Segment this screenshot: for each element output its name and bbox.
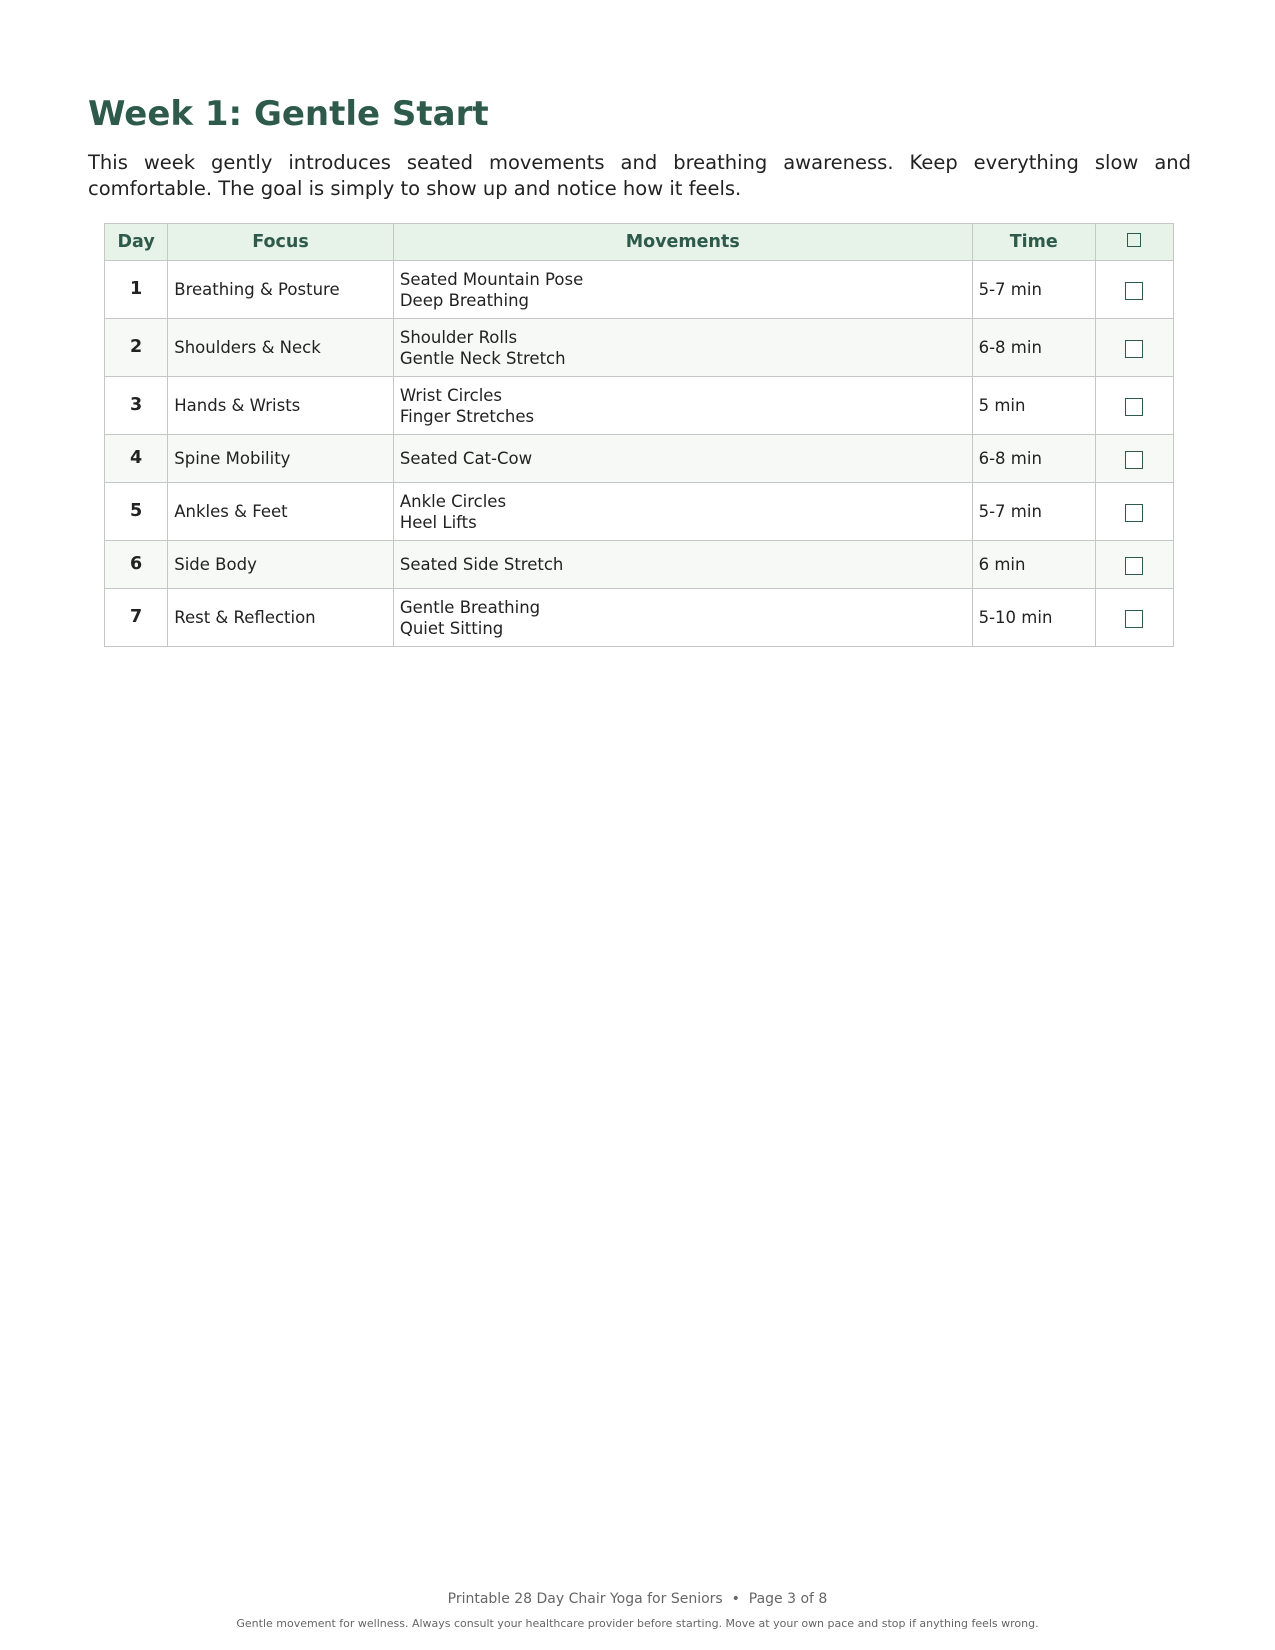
- page-footer: [0, 1591, 1275, 1607]
- movement-item: Heel Lifts: [399, 512, 477, 532]
- day-number: 4: [105, 435, 168, 483]
- focus-cell: Hands & Wrists: [168, 377, 394, 435]
- table-row: [105, 483, 1174, 541]
- time-cell: 6-8 min: [972, 435, 1095, 483]
- time-cell: 5 min: [972, 377, 1095, 435]
- table-header-row: [105, 224, 1174, 261]
- footer-disclaimer: Gentle movement for wellness. Always consult your healthcare provider before starting. Move at your own pace and stop if anything feels wrong.: [236, 1617, 1039, 1630]
- table-row: [105, 435, 1174, 483]
- footer-doc-title: Printable 28 Day Chair Yoga for Seniors: [447, 1591, 723, 1607]
- movement-item: Quiet Sitting: [399, 618, 504, 638]
- column-header-time: Time: [972, 224, 1095, 261]
- day-number: 7: [105, 589, 168, 647]
- movements-cell: [393, 483, 972, 541]
- check-cell: [1095, 377, 1173, 435]
- day-number: 3: [105, 377, 168, 435]
- day-number: 6: [105, 541, 168, 589]
- table-row: [105, 261, 1174, 319]
- check-cell: [1095, 589, 1173, 647]
- column-header-day: Day: [105, 224, 168, 261]
- movements-cell: [393, 541, 972, 589]
- movements-cell: [393, 589, 972, 647]
- day-number: 5: [105, 483, 168, 541]
- time-cell: 5-7 min: [972, 261, 1095, 319]
- movement-item: Seated Side Stretch: [399, 555, 564, 574]
- week-plan-table: [104, 223, 1174, 647]
- focus-cell: Spine Mobility: [168, 435, 394, 483]
- column-header-check: [1095, 224, 1173, 261]
- table-row: [105, 541, 1174, 589]
- page-title: Week 1: Gentle Start: [88, 94, 489, 134]
- day-number: 2: [105, 319, 168, 377]
- day-checkbox[interactable]: [1125, 504, 1143, 522]
- movement-item: Ankle Circles: [399, 491, 507, 511]
- movement-item: Wrist Circles: [399, 385, 503, 405]
- intro-paragraph: This week gently introduces seated movements and breathing awareness. Keep everything slow and comfortable. The goal is simply to show up and notice how it feels.: [88, 151, 1191, 200]
- movements-cell: [393, 319, 972, 377]
- time-cell: 6-8 min: [972, 319, 1095, 377]
- movements-cell: [393, 377, 972, 435]
- time-cell: 5-7 min: [972, 483, 1095, 541]
- movement-item: Seated Mountain Pose: [399, 269, 584, 289]
- day-checkbox[interactable]: [1125, 398, 1143, 416]
- movement-item: Gentle Breathing: [399, 597, 541, 617]
- focus-cell: Ankles & Feet: [168, 483, 394, 541]
- day-checkbox[interactable]: [1125, 557, 1143, 575]
- day-checkbox[interactable]: [1125, 340, 1143, 358]
- focus-cell: Breathing & Posture: [168, 261, 394, 319]
- check-cell: [1095, 435, 1173, 483]
- movement-item: Seated Cat-Cow: [399, 449, 533, 468]
- day-checkbox[interactable]: [1125, 282, 1143, 300]
- movement-item: Gentle Neck Stretch: [399, 348, 566, 368]
- check-cell: [1095, 483, 1173, 541]
- column-header-focus: Focus: [168, 224, 394, 261]
- check-cell: [1095, 261, 1173, 319]
- movement-item: Deep Breathing: [399, 290, 530, 310]
- movements-cell: [393, 435, 972, 483]
- check-cell: [1095, 541, 1173, 589]
- footer-separator: •: [731, 1591, 740, 1607]
- time-cell: 5-10 min: [972, 589, 1095, 647]
- movement-item: Finger Stretches: [399, 406, 535, 426]
- movement-item: Shoulder Rolls: [399, 327, 518, 347]
- checkbox-icon: [1127, 233, 1141, 247]
- footer-page-number: Page 3 of 8: [748, 1591, 828, 1607]
- table-row: [105, 319, 1174, 377]
- day-checkbox[interactable]: [1125, 610, 1143, 628]
- focus-cell: Shoulders & Neck: [168, 319, 394, 377]
- day-checkbox[interactable]: [1125, 451, 1143, 469]
- table-row: [105, 589, 1174, 647]
- check-cell: [1095, 319, 1173, 377]
- focus-cell: Rest & Reflection: [168, 589, 394, 647]
- time-cell: 6 min: [972, 541, 1095, 589]
- focus-cell: Side Body: [168, 541, 394, 589]
- movements-cell: [393, 261, 972, 319]
- day-number: 1: [105, 261, 168, 319]
- table-row: [105, 377, 1174, 435]
- column-header-movements: Movements: [393, 224, 972, 261]
